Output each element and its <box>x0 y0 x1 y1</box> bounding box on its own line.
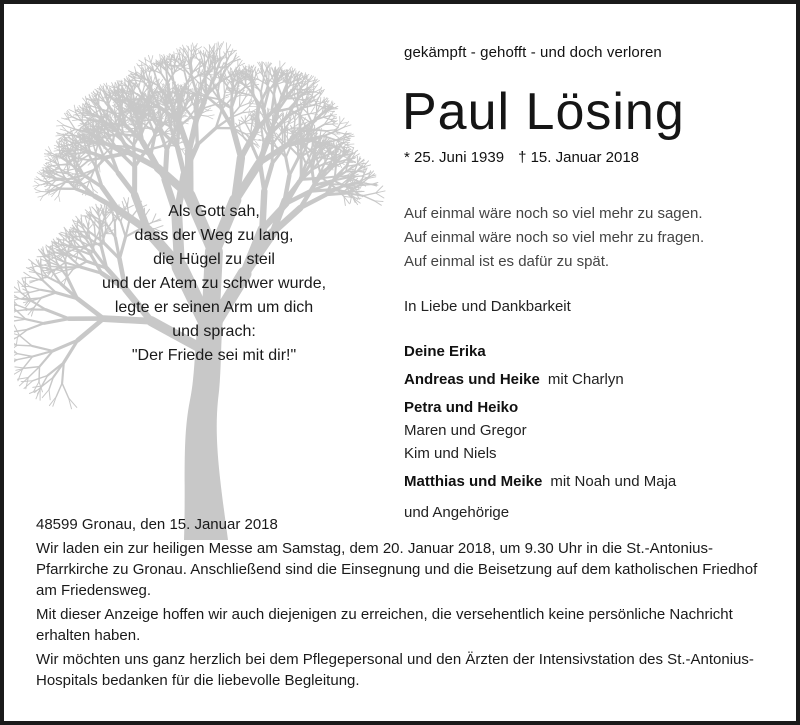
family-petra: Petra und Heiko <box>404 399 519 416</box>
verse-line: Auf einmal wäre noch so viel mehr zu fragen. <box>404 229 705 246</box>
death-date: † 15. Januar 2018 <box>518 149 640 166</box>
poem-line: dass der Weg zu lang, <box>134 227 294 244</box>
poem-line: die Hügel zu steil <box>153 251 275 268</box>
life-dates <box>404 149 639 166</box>
poem-line: Als Gott sah, <box>168 203 260 220</box>
family-kim: Kim und Niels <box>404 445 497 462</box>
family-list <box>404 340 676 524</box>
verse-line: Auf einmal ist es dafür zu spät. <box>404 253 610 270</box>
announcement-text <box>36 514 776 694</box>
family-andreas-with: mit Charlyn <box>547 371 624 388</box>
family-matthias-with: mit Noah und Maja <box>550 473 677 490</box>
birth-date: * 25. Juni 1939 <box>404 149 505 166</box>
verse-line: Auf einmal wäre noch so viel mehr zu sagen. <box>404 205 703 222</box>
poem <box>64 200 364 368</box>
poem-line: und der Atem zu schwer wurde, <box>101 275 327 292</box>
family-relatives: und Angehörige <box>404 504 510 521</box>
paragraph-thanks: Wir möchten uns ganz herzlich bei dem Pflegepersonal und den Ärzten der Intensivstation des St.-Antonius-Hospitals bedanken für die liebevolle Begleitung. <box>36 651 754 689</box>
poem-line: und sprach: <box>172 323 256 340</box>
family-maren: Maren und Gregor <box>404 422 527 439</box>
family-matthias: Matthias und Meike <box>404 473 543 490</box>
verse <box>404 202 704 274</box>
love-line: In Liebe und Dankbarkeit <box>404 298 571 315</box>
place-date: 48599 Gronau, den 15. Januar 2018 <box>36 516 278 533</box>
deceased-name: Paul Lösing <box>402 83 685 141</box>
motto: gekämpft - gehofft - und doch verloren <box>404 44 662 61</box>
paragraph-notice: Mit dieser Anzeige hoffen wir auch diejenigen zu erreichen, die versehentlich keine persönliche Nachricht erhalten haben. <box>36 606 733 644</box>
paragraph-service: Wir laden ein zur heiligen Messe am Samstag, dem 20. Januar 2018, um 9.30 Uhr in die St.-Antonius-Pfarrkirche zu Gronau. Anschließend sind die Einsegnung und die Beisetzung auf dem katholischen Friedhof am Friedensweg. <box>36 540 758 599</box>
poem-line: legte er seinen Arm um dich <box>114 299 314 316</box>
family-erika: Deine Erika <box>404 343 486 360</box>
family-andreas: Andreas und Heike <box>404 371 540 388</box>
poem-line: "Der Friede sei mit dir!" <box>131 347 297 364</box>
